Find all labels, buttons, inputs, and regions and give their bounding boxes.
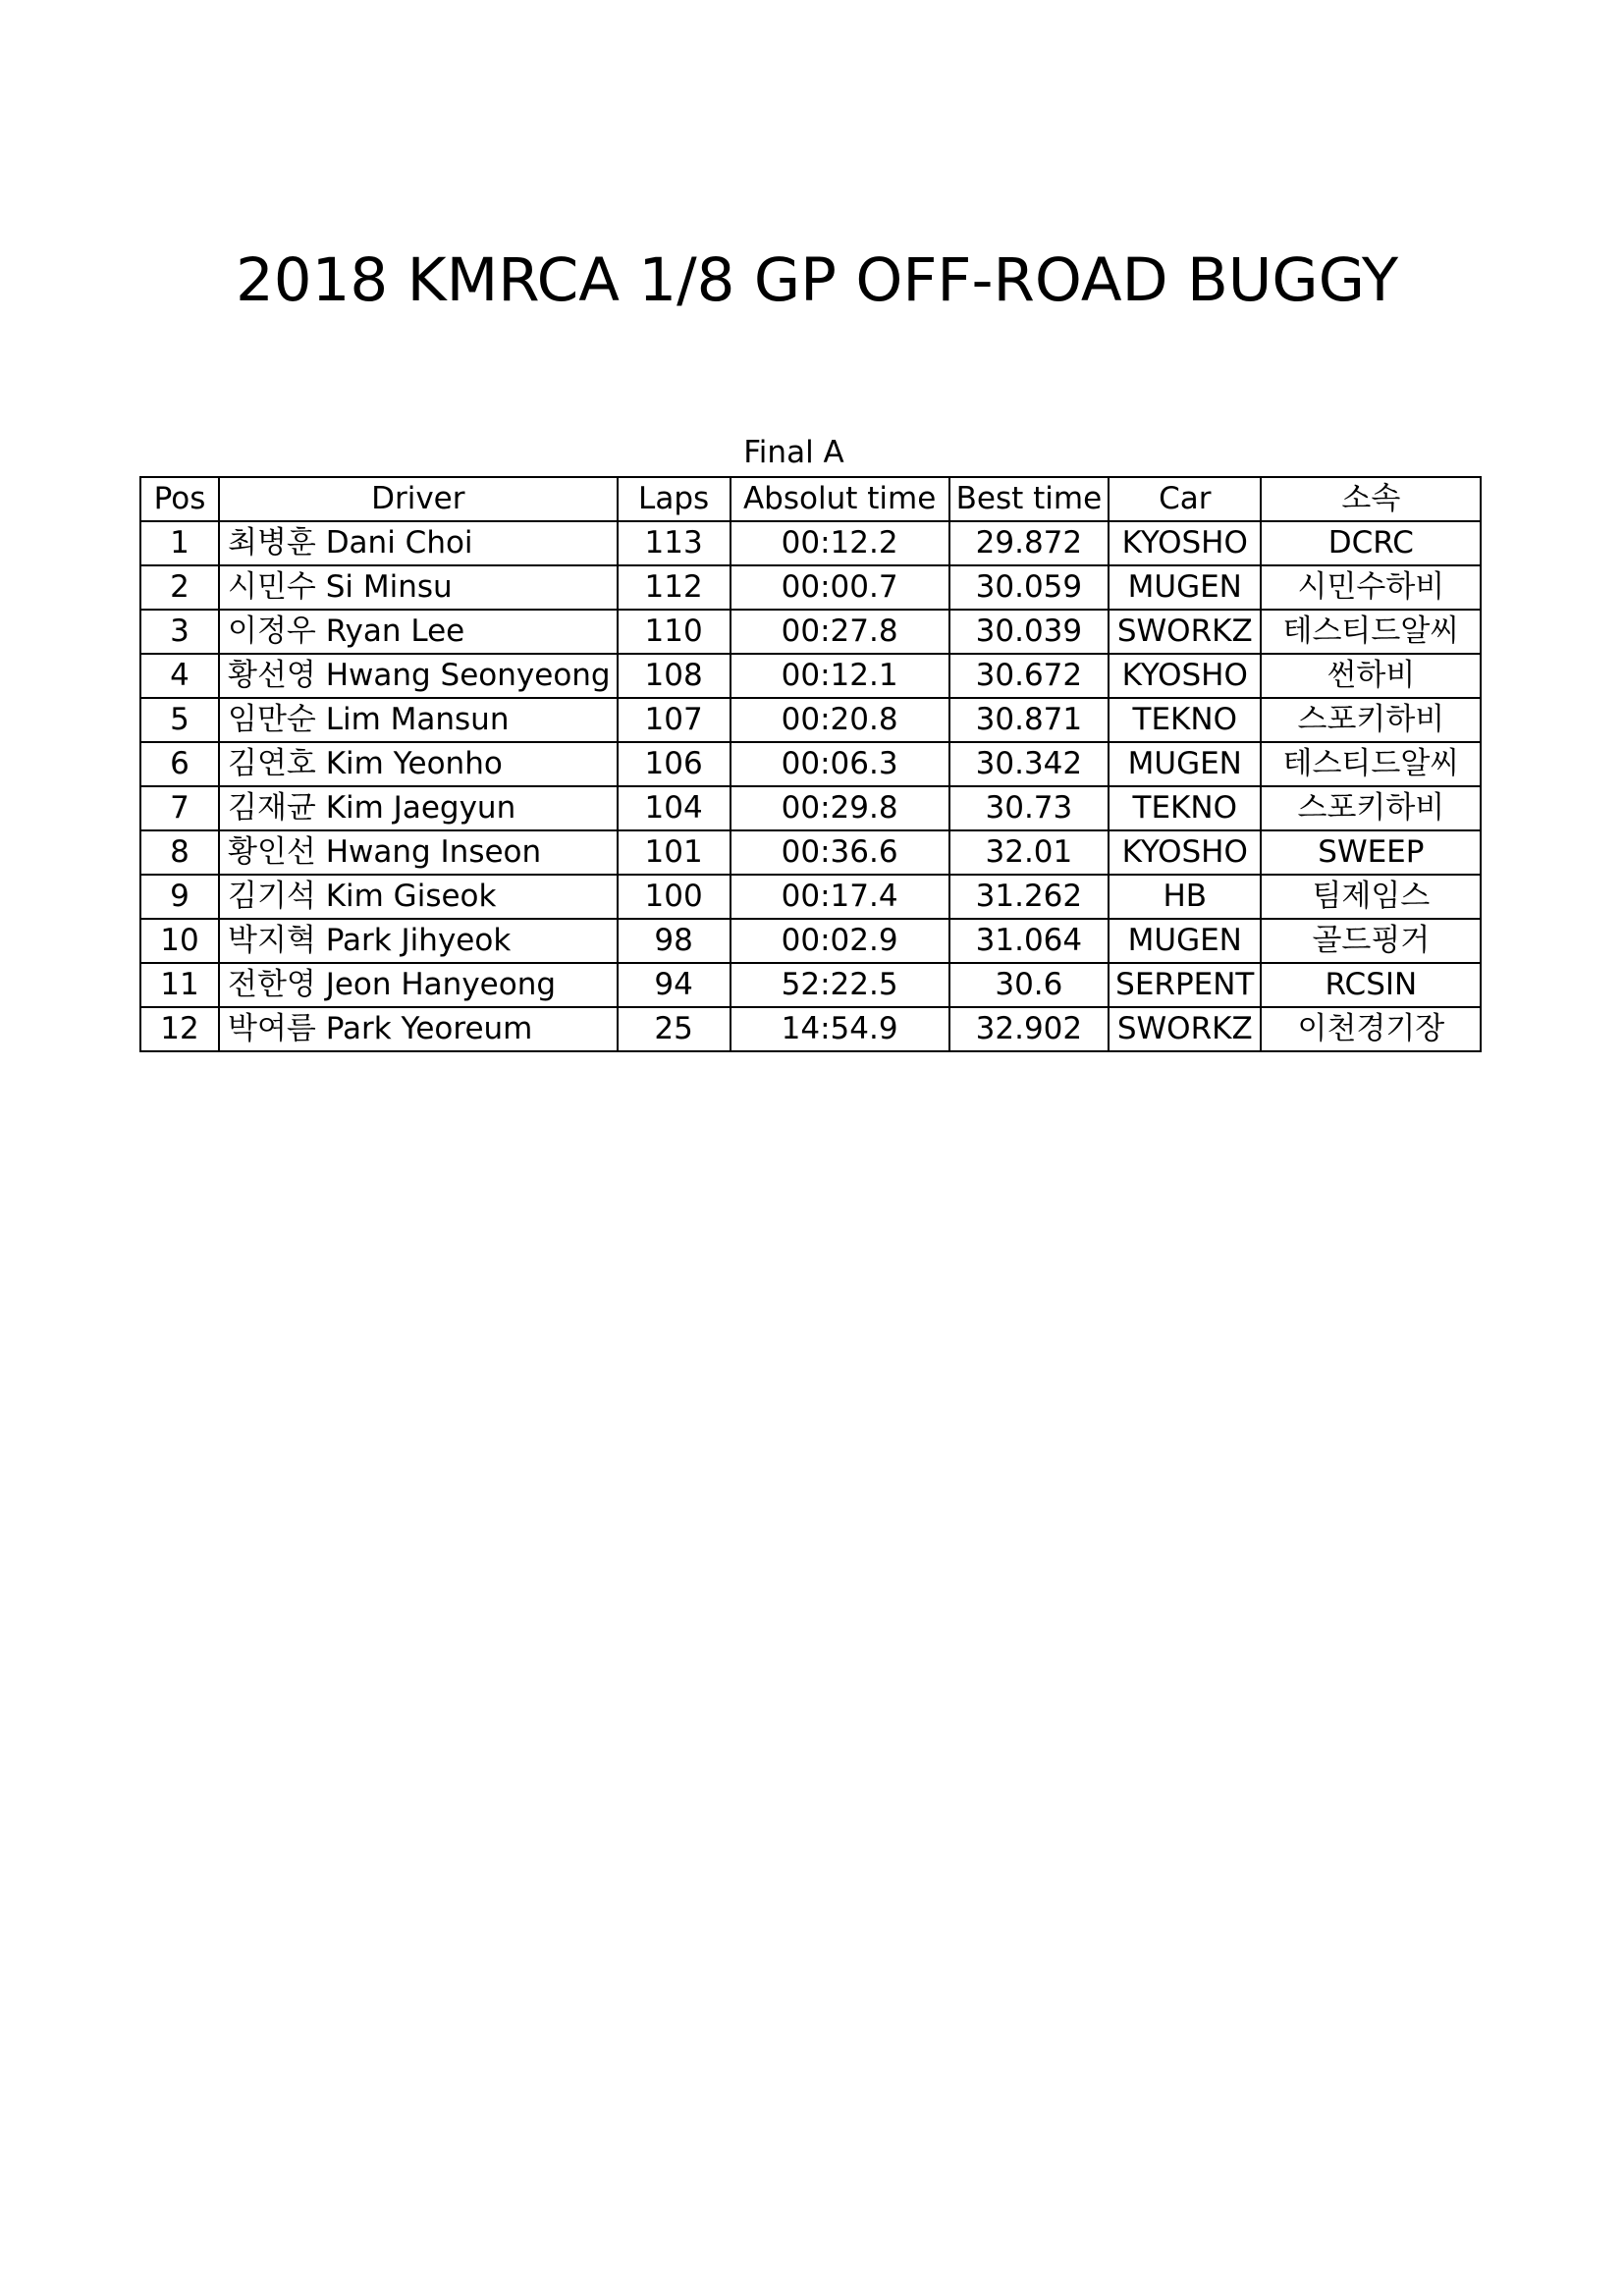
- cell-car: KYOSHO: [1109, 830, 1261, 875]
- cell-driver: 최병훈 Dani Choi: [219, 521, 618, 565]
- cell-pos: 12: [140, 1007, 219, 1051]
- cell-driver: 박지혁 Park Jihyeok: [219, 919, 618, 963]
- cell-car: MUGEN: [1109, 919, 1261, 963]
- cell-driver: 박여름 Park Yeoreum: [219, 1007, 618, 1051]
- cell-car: KYOSHO: [1109, 654, 1261, 698]
- cell-laps: 110: [618, 610, 731, 654]
- cell-absolut-time: 00:00.7: [731, 565, 949, 610]
- table-row: [140, 963, 1481, 1007]
- cell-best-time: 30.039: [949, 610, 1110, 654]
- cell-best-time: 31.262: [949, 875, 1110, 919]
- cell-pos: 7: [140, 786, 219, 830]
- table-row: [140, 830, 1481, 875]
- cell-absolut-time: 00:36.6: [731, 830, 949, 875]
- cell-driver: 황선영 Hwang Seonyeong: [219, 654, 618, 698]
- page-title: 2018 KMRCA 1/8 GP OFF-ROAD BUGGY: [236, 245, 1399, 315]
- cell-laps: 107: [618, 698, 731, 742]
- table-row: [140, 1007, 1481, 1051]
- cell-best-time: 29.872: [949, 521, 1110, 565]
- cell-laps: 25: [618, 1007, 731, 1051]
- cell-absolut-time: 00:20.8: [731, 698, 949, 742]
- cell-driver: 임만순 Lim Mansun: [219, 698, 618, 742]
- cell-club: 테스티드알씨: [1261, 610, 1481, 654]
- cell-laps: 104: [618, 786, 731, 830]
- cell-car: SWORKZ: [1109, 610, 1261, 654]
- cell-club: 스포키하비: [1261, 698, 1481, 742]
- cell-laps: 100: [618, 875, 731, 919]
- cell-absolut-time: 14:54.9: [731, 1007, 949, 1051]
- cell-driver: 시민수 Si Minsu: [219, 565, 618, 610]
- table-header-row: [140, 477, 1481, 521]
- cell-absolut-time: 52:22.5: [731, 963, 949, 1007]
- table-row: [140, 742, 1481, 786]
- header-pos: Pos: [140, 477, 219, 521]
- cell-car: KYOSHO: [1109, 521, 1261, 565]
- cell-car: HB: [1109, 875, 1261, 919]
- cell-driver: 전한영 Jeon Hanyeong: [219, 963, 618, 1007]
- cell-pos: 10: [140, 919, 219, 963]
- cell-best-time: 30.6: [949, 963, 1110, 1007]
- cell-driver: 김연호 Kim Yeonho: [219, 742, 618, 786]
- table-row: [140, 521, 1481, 565]
- cell-best-time: 30.342: [949, 742, 1110, 786]
- cell-car: SERPENT: [1109, 963, 1261, 1007]
- results-table: [139, 476, 1482, 1052]
- cell-driver: 황인선 Hwang Inseon: [219, 830, 618, 875]
- table-row: [140, 654, 1481, 698]
- cell-best-time: 32.01: [949, 830, 1110, 875]
- cell-absolut-time: 00:12.2: [731, 521, 949, 565]
- cell-laps: 106: [618, 742, 731, 786]
- cell-club: 팀제임스: [1261, 875, 1481, 919]
- table-row: [140, 919, 1481, 963]
- table-caption: Final A: [743, 435, 844, 470]
- cell-car: TEKNO: [1109, 786, 1261, 830]
- cell-driver: 이정우 Ryan Lee: [219, 610, 618, 654]
- header-car: Car: [1109, 477, 1261, 521]
- header-absolut-time: Absolut time: [731, 477, 949, 521]
- cell-laps: 108: [618, 654, 731, 698]
- cell-laps: 101: [618, 830, 731, 875]
- cell-club: 이천경기장: [1261, 1007, 1481, 1051]
- header-club: 소속: [1261, 477, 1481, 521]
- cell-pos: 1: [140, 521, 219, 565]
- cell-absolut-time: 00:12.1: [731, 654, 949, 698]
- cell-laps: 98: [618, 919, 731, 963]
- cell-club: DCRC: [1261, 521, 1481, 565]
- header-best-time: Best time: [949, 477, 1110, 521]
- table-row: [140, 698, 1481, 742]
- cell-absolut-time: 00:27.8: [731, 610, 949, 654]
- cell-pos: 5: [140, 698, 219, 742]
- cell-absolut-time: 00:02.9: [731, 919, 949, 963]
- cell-pos: 3: [140, 610, 219, 654]
- cell-best-time: 30.871: [949, 698, 1110, 742]
- cell-club: 썬하비: [1261, 654, 1481, 698]
- table-row: [140, 565, 1481, 610]
- cell-car: MUGEN: [1109, 742, 1261, 786]
- cell-pos: 11: [140, 963, 219, 1007]
- cell-driver: 김기석 Kim Giseok: [219, 875, 618, 919]
- cell-absolut-time: 00:06.3: [731, 742, 949, 786]
- cell-best-time: 31.064: [949, 919, 1110, 963]
- cell-absolut-time: 00:17.4: [731, 875, 949, 919]
- results-body: [140, 521, 1481, 1051]
- table-row: [140, 610, 1481, 654]
- cell-best-time: 30.672: [949, 654, 1110, 698]
- table-row: [140, 786, 1481, 830]
- cell-driver: 김재균 Kim Jaegyun: [219, 786, 618, 830]
- header-driver: Driver: [219, 477, 618, 521]
- cell-club: 시민수하비: [1261, 565, 1481, 610]
- cell-car: TEKNO: [1109, 698, 1261, 742]
- cell-pos: 4: [140, 654, 219, 698]
- cell-pos: 8: [140, 830, 219, 875]
- cell-pos: 2: [140, 565, 219, 610]
- cell-club: 골드핑거: [1261, 919, 1481, 963]
- cell-laps: 112: [618, 565, 731, 610]
- cell-best-time: 32.902: [949, 1007, 1110, 1051]
- cell-club: 테스티드알씨: [1261, 742, 1481, 786]
- header-laps: Laps: [618, 477, 731, 521]
- cell-laps: 113: [618, 521, 731, 565]
- cell-pos: 6: [140, 742, 219, 786]
- cell-best-time: 30.73: [949, 786, 1110, 830]
- cell-best-time: 30.059: [949, 565, 1110, 610]
- cell-car: SWORKZ: [1109, 1007, 1261, 1051]
- cell-club: 스포키하비: [1261, 786, 1481, 830]
- cell-laps: 94: [618, 963, 731, 1007]
- cell-club: RCSIN: [1261, 963, 1481, 1007]
- table-row: [140, 875, 1481, 919]
- cell-car: MUGEN: [1109, 565, 1261, 610]
- cell-club: SWEEP: [1261, 830, 1481, 875]
- cell-absolut-time: 00:29.8: [731, 786, 949, 830]
- cell-pos: 9: [140, 875, 219, 919]
